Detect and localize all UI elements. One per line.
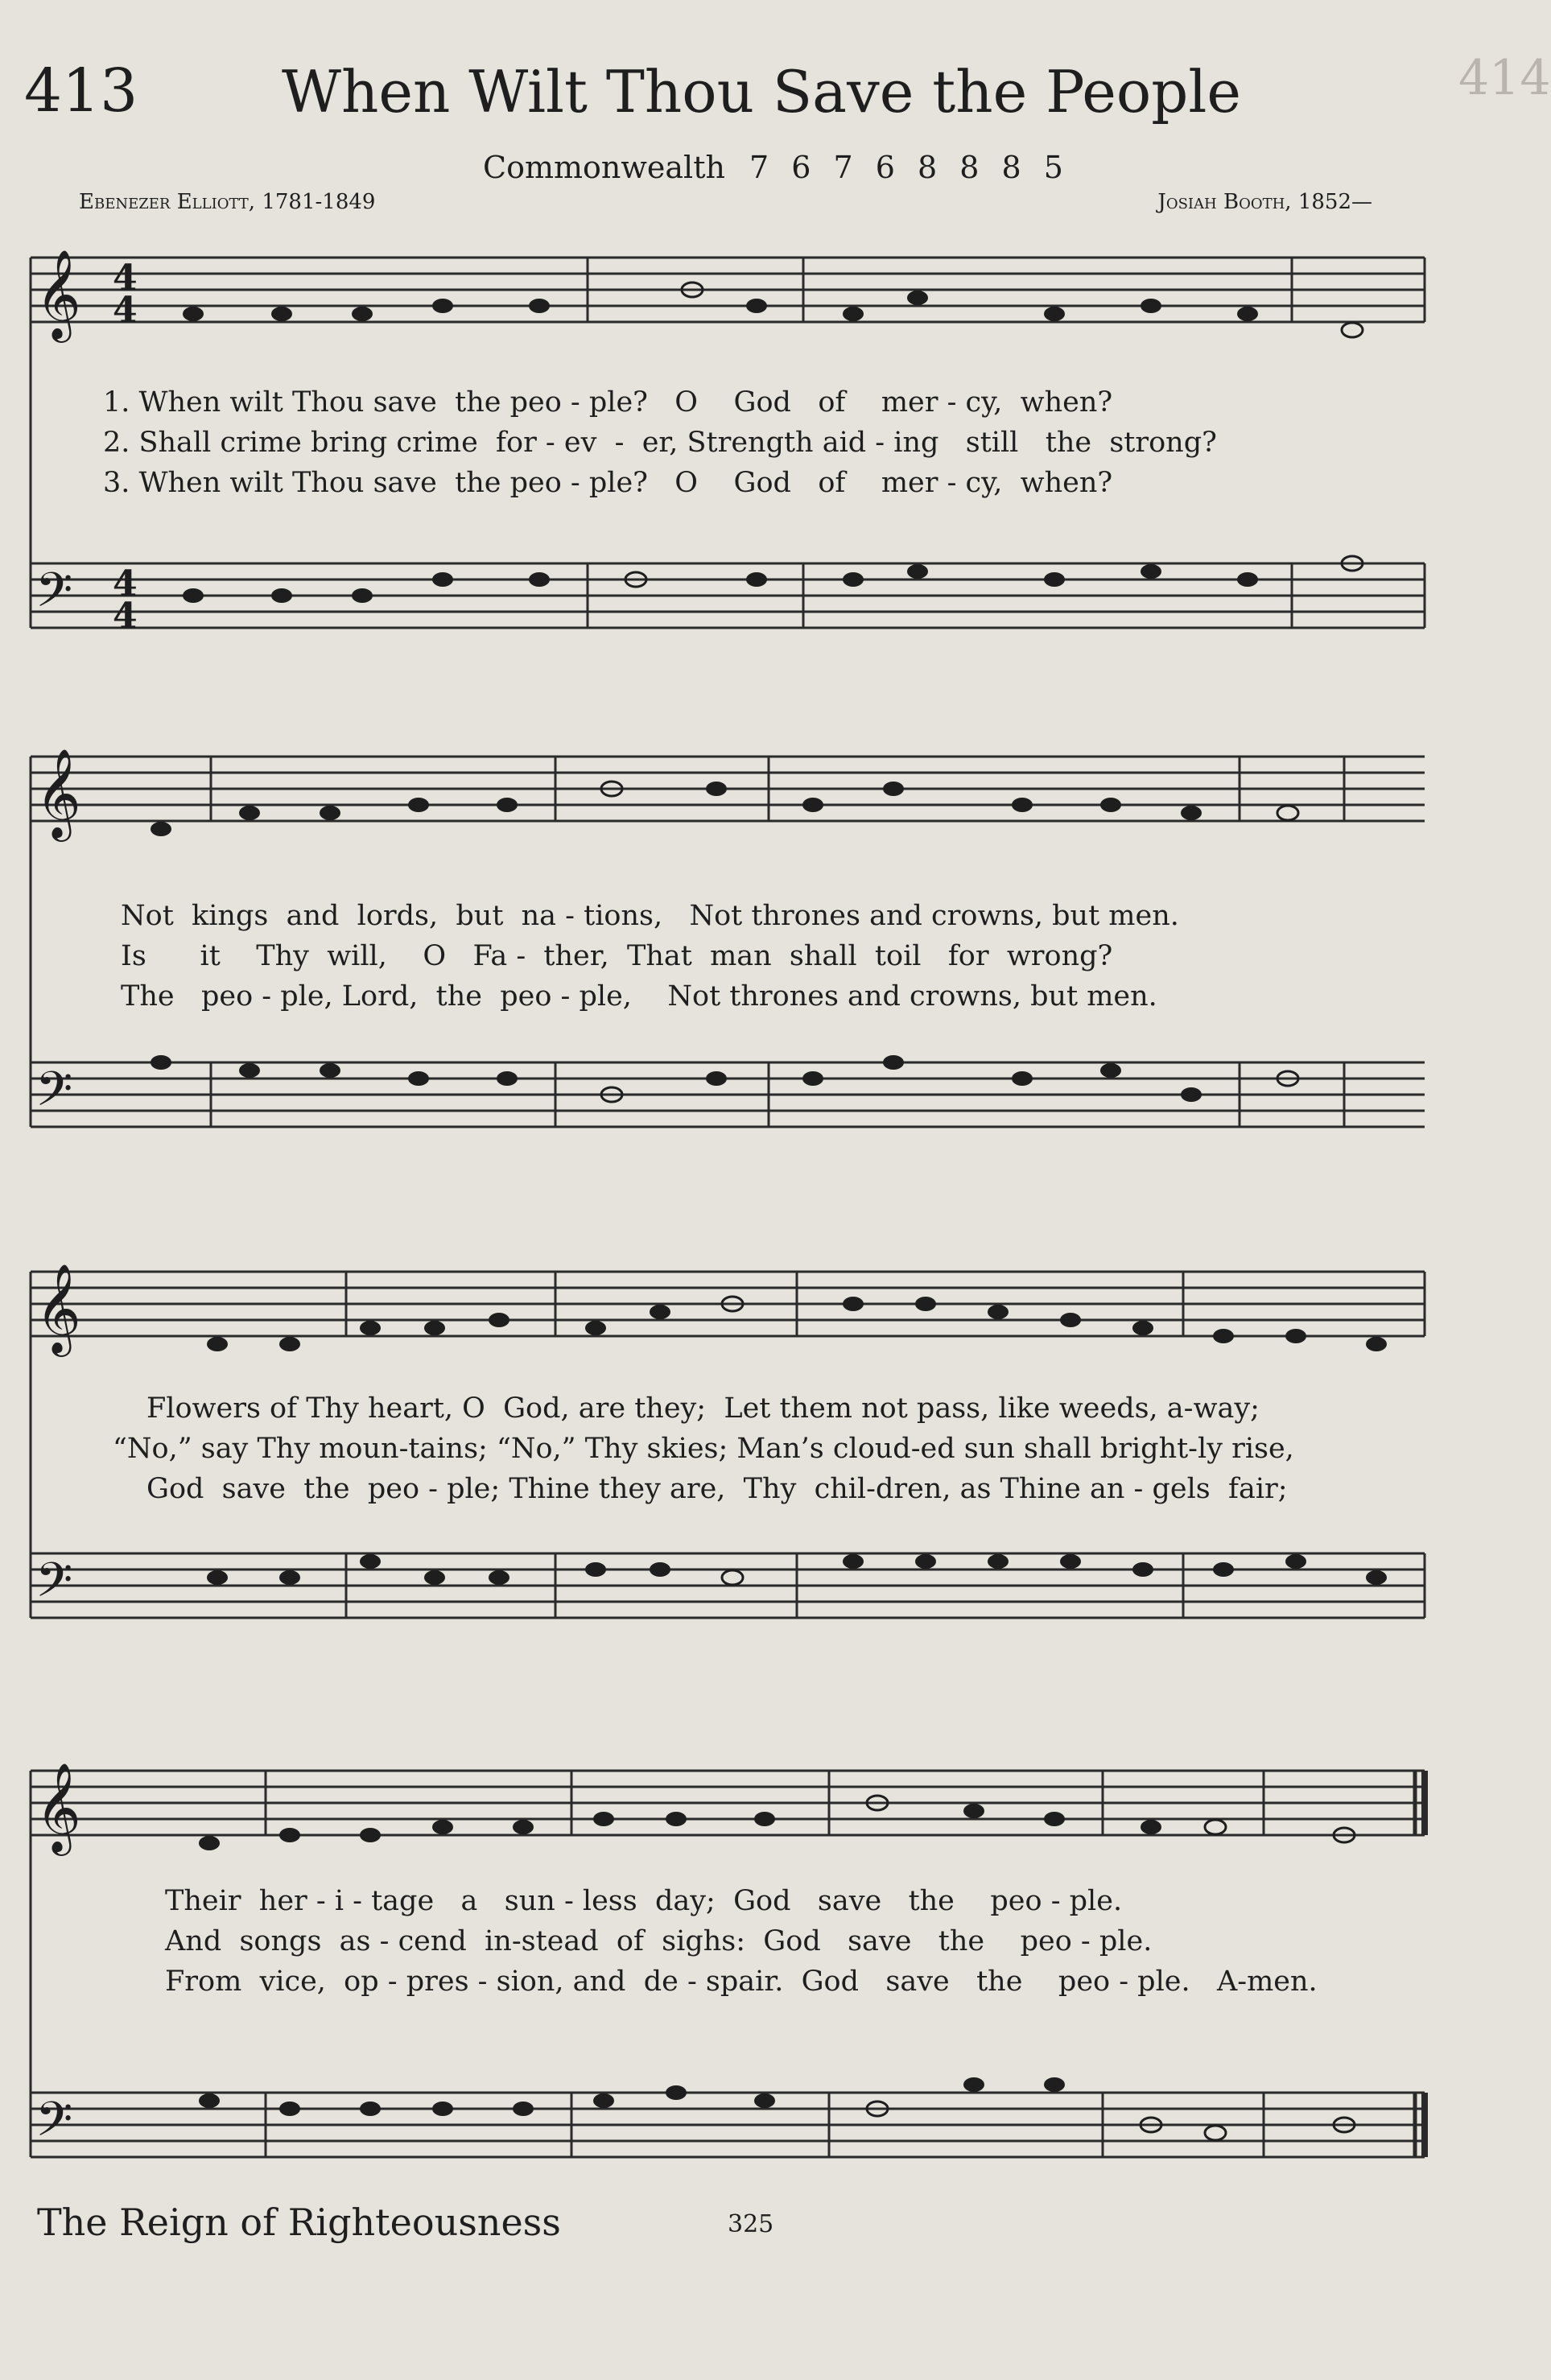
svg-text:𝄢: 𝄢 (35, 1552, 73, 1619)
hymn-number: 413 (24, 56, 138, 126)
lyric-line: The peo - ple, Lord, the peo - ple, Not thrones and crowns, but men. (121, 980, 1157, 1013)
svg-text:𝄞: 𝄞 (35, 748, 81, 838)
svg-text:𝄢: 𝄢 (35, 1061, 73, 1128)
treble-clef: 𝄞 (35, 249, 81, 339)
svg-text:4: 4 (113, 596, 138, 637)
lyric-line: Flowers of Thy heart, O God, are they; Let them not pass, like weeds, a-way; (146, 1392, 1260, 1425)
bass-clef: 𝄢 (35, 562, 73, 629)
hymn-title: When Wilt Thou Save the People (282, 58, 1241, 126)
lyric-line: 3. When wilt Thou save the peo - ple? O God of mer - cy, when? (103, 467, 1113, 499)
bleed-through-number: 414 (1458, 50, 1551, 106)
lyric-line: From vice, op - pres - sion, and de - spair. God save the peo - ple. A-men. (165, 1965, 1318, 1998)
lyric-line: 2. Shall crime bring crime for - ev - er, Strength aid - ing still the strong? (103, 427, 1217, 459)
svg-text:𝄢: 𝄢 (35, 2091, 73, 2159)
svg-text:𝄞: 𝄞 (35, 1762, 81, 1852)
composer-credit: Josiah Booth, 1852— (1157, 190, 1372, 214)
treble-staff (31, 258, 1425, 322)
tune-line (483, 150, 1070, 185)
author-credit: Ebenezer Elliott, 1781-1849 (79, 190, 376, 214)
section-title: The Reign of Righteousness (37, 2201, 561, 2244)
lyric-line: Their her - i - tage a sun - less day; God save the peo - ple. (165, 1885, 1123, 1917)
page-number: 325 (728, 2210, 774, 2238)
svg-text:4: 4 (113, 563, 138, 604)
svg-text:𝄞: 𝄞 (35, 1263, 81, 1353)
lyric-line: And songs as - cend in-stead of sighs: God save the peo - ple. (165, 1925, 1153, 1957)
lyric-line: Is it Thy will, O Fa - ther, That man shall toil for wrong? (121, 940, 1113, 972)
lyric-line: “No,” say Thy moun-tains; “No,” Thy skies; Man’s cloud-ed sun shall bright-ly rise, (113, 1433, 1294, 1465)
lyric-line: God save the peo - ple; Thine they are, Thy chil-dren, as Thine an - gels fair; (146, 1473, 1288, 1505)
meter: 7 6 7 6 8 8 8 5 (749, 150, 1070, 185)
time-signature: 4 (113, 258, 138, 299)
svg-text:4: 4 (113, 290, 138, 331)
tune-name: Commonwealth (483, 150, 725, 185)
lyric-line: 1. When wilt Thou save the peo - ple? O God of mer - cy, when? (103, 386, 1113, 419)
lyric-line: Not kings and lords, but na - tions, Not thrones and crowns, but men. (121, 900, 1179, 932)
bass-staff (31, 563, 1425, 628)
